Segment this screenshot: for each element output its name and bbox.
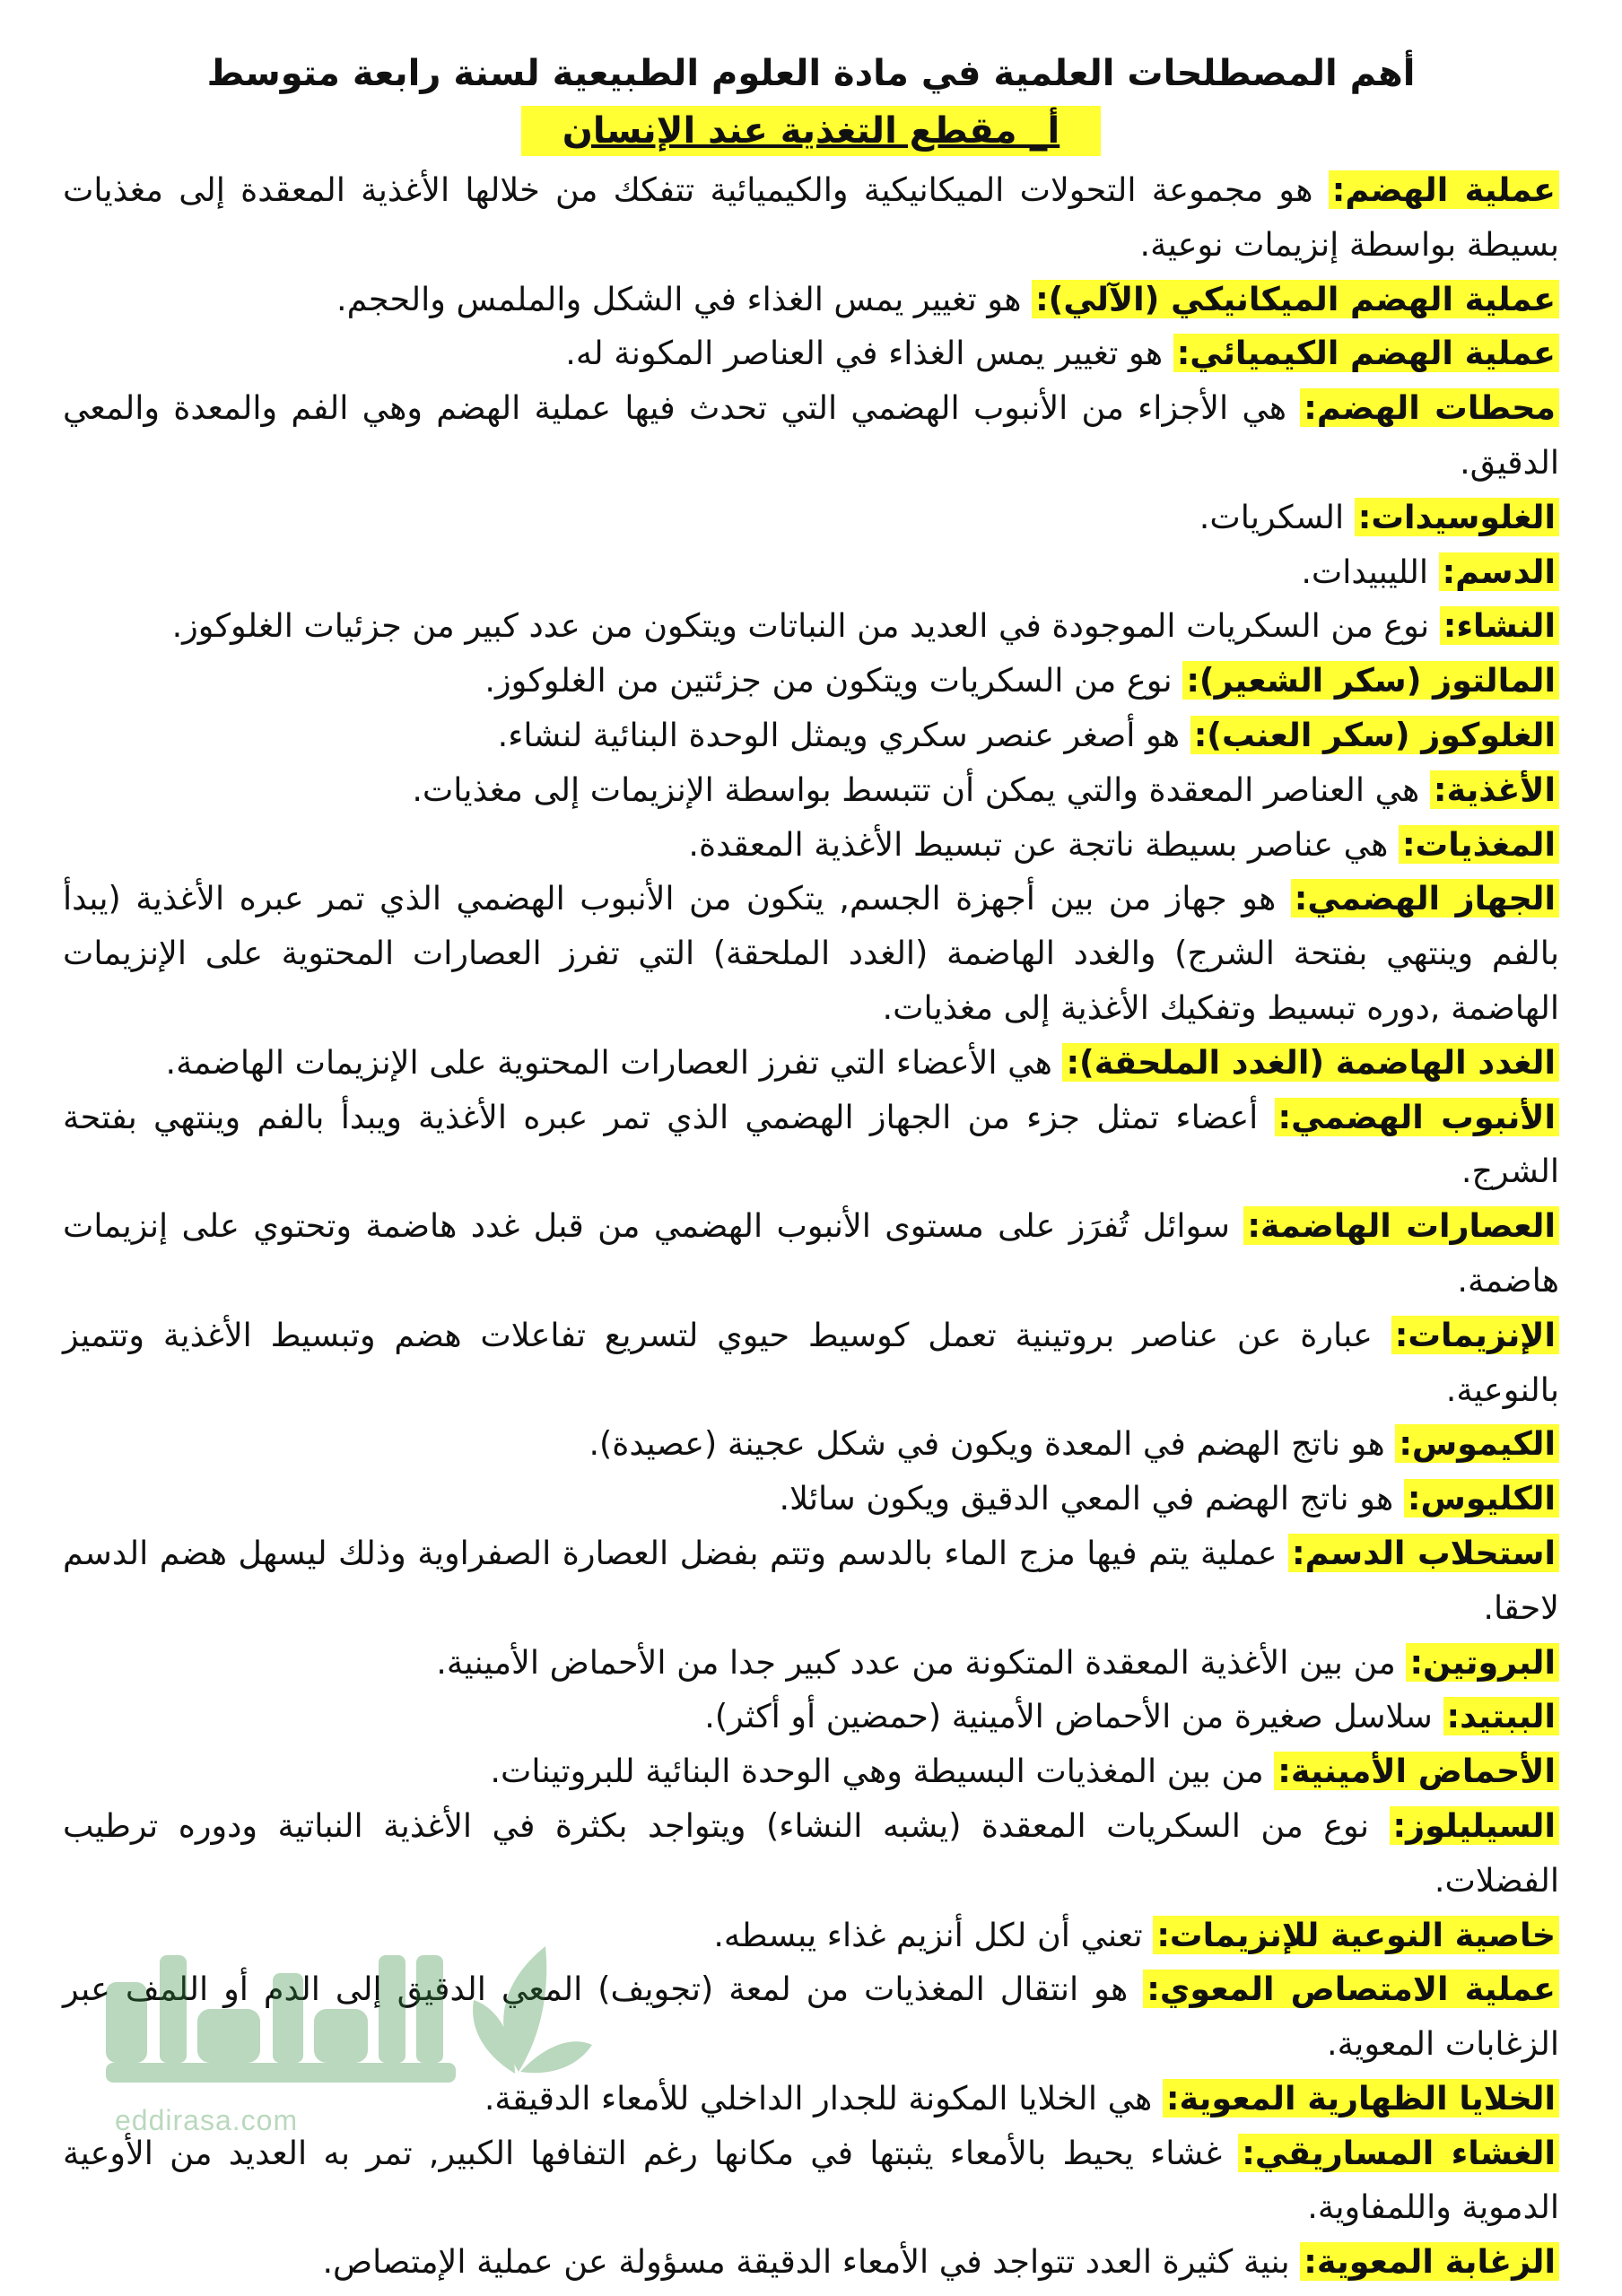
glossary-entry bbox=[63, 1472, 1559, 1526]
glossary-entry bbox=[63, 1036, 1559, 1091]
glossary-definition: نوع من السكريات ويتكون من جزئتين من الغلوكوز. bbox=[484, 661, 1183, 700]
glossary-definition: هو ناتج الهضم في المعي الدقيق ويكون سائلا. bbox=[779, 1479, 1404, 1518]
glossary-term: خاصية النوعية للإنزيمات: bbox=[1153, 1916, 1559, 1954]
glossary-term: عملية الامتصاص المعوي: bbox=[1143, 1970, 1559, 2008]
glossary-term: محطات الهضم: bbox=[1300, 388, 1559, 427]
glossary-entry bbox=[63, 1091, 1559, 1200]
glossary-term: السيليلوز: bbox=[1390, 1806, 1559, 1845]
glossary-term: المغذيات: bbox=[1399, 825, 1559, 864]
glossary-entry bbox=[63, 381, 1559, 491]
glossary-definition: نوع من السكريات المعقدة (يشبه النشاء) ويتواجد بكثرة في الأغذية النباتية ودوره ترطيب الفضلات. bbox=[63, 1805, 1559, 1900]
glossary-definition: هي عناصر بسيطة ناتجة عن تبسيط الأغذية المعقدة. bbox=[688, 824, 1399, 864]
glossary-term: الغلوسيدات: bbox=[1355, 498, 1559, 536]
watermark-url: eddirasa.com bbox=[115, 2104, 299, 2136]
glossary-term: الكليوس: bbox=[1404, 1479, 1559, 1518]
glossary-term: الببتيد: bbox=[1443, 1697, 1560, 1735]
glossary-term: عملية الهضم الكيميائي: bbox=[1173, 334, 1559, 372]
glossary-entry bbox=[63, 1309, 1559, 1418]
glossary-term: الأنبوب الهضمي: bbox=[1275, 1098, 1559, 1136]
glossary-entry bbox=[63, 1417, 1559, 1472]
glossary-entry bbox=[63, 709, 1559, 763]
glossary-term: النشاء: bbox=[1440, 606, 1559, 645]
glossary-definition: سوائل تُفرَز على مستوى الأنبوب الهضمي من قبل غدد هاضمة وتحتوي على إنزيمات هاضمة. bbox=[63, 1206, 1559, 1300]
glossary-term: العصارات الهاضمة: bbox=[1243, 1206, 1559, 1245]
glossary-entry bbox=[63, 1909, 1559, 1963]
glossary-definition: غشاء يحيط بالأمعاء يثبتها في مكانها رغم التفافها الكبير, تمر به العديد من الأوعية الدموية واللمفاوية. bbox=[63, 2133, 1559, 2227]
glossary-term: الأغذية: bbox=[1430, 770, 1559, 809]
glossary-term: الإنزيمات: bbox=[1391, 1316, 1559, 1354]
glossary-entry bbox=[63, 1962, 1559, 2072]
glossary-definition: هو تغيير يمس الغذاء في العناصر المكونة له. bbox=[565, 334, 1173, 373]
glossary-entry bbox=[63, 1526, 1559, 1636]
glossary-definition: من بين المغذيات البسيطة وهي الوحدة البنائية للبروتينات. bbox=[490, 1752, 1275, 1791]
glossary-term: البروتين: bbox=[1406, 1643, 1559, 1682]
glossary-definition: هو تغيير يمس الغذاء في الشكل والملمس والحجم. bbox=[336, 279, 1033, 318]
glossary-definition: بنية كثيرة العدد تتواجد في الأمعاء الدقيقة مسؤولة عن عملية الإمتصاص. bbox=[322, 2242, 1301, 2282]
glossary-entry bbox=[63, 818, 1559, 873]
glossary-definition: نوع من السكريات الموجودة في العديد من النباتات ويتكون من عدد كبير من جزئيات الغلوكوز. bbox=[171, 606, 1440, 646]
glossary-definition: هو أصغر عنصر سكري ويمثل الوحدة البنائية لنشاء. bbox=[497, 715, 1190, 754]
glossary-entry bbox=[63, 654, 1559, 709]
glossary-definition: أعضاء تمثل جزء من الجهاز الهضمي الذي تمر عبره الأغذية ويبدأ بالفم وينتهي بفتحة الشرج. bbox=[63, 1097, 1559, 1191]
glossary-definition: عملية يتم فيها مزج الماء بالدسم وتتم بفضل العصارة الصفراوية وذلك ليسهل هضم الدسم لاحقا. bbox=[63, 1533, 1559, 1627]
glossary-entry bbox=[63, 1744, 1559, 1799]
glossary-entry bbox=[63, 491, 1559, 545]
glossary-definition: هو جهاز من بين أجهزة الجسم, يتكون من الأنبوب الهضمي الذي تمر عبره الأغذية (يبدأ بالفم وينتهي بفتحة الشرج) والغدد الهاضمة (الغدد الملحقة) التي تفرز العصارات المحتوية على الإنزيمات الهاضمة ,دوره تبسيط وتفكيك الأغذية إلى مغذيات. bbox=[63, 879, 1559, 1027]
glossary-entry bbox=[63, 872, 1559, 1035]
glossary-term: الخلايا الظهارية المعوية: bbox=[1163, 2079, 1559, 2118]
glossary-term: الجهاز الهضمي: bbox=[1291, 879, 1559, 918]
glossary-term: الأحماض الأمينية: bbox=[1274, 1752, 1559, 1790]
glossary-definition: تعني أن لكل أنزيم غذاء يبسطه. bbox=[713, 1915, 1154, 1954]
glossary-entry bbox=[63, 599, 1559, 654]
glossary-definition: عبارة عن عناصر بروتينية تعمل كوسيط حيوي لتسريع تفاعلات هضم وتبسيط الأغذية وتتميز بالنوعية. bbox=[63, 1315, 1559, 1409]
glossary-entry bbox=[63, 2235, 1559, 2290]
section-header bbox=[63, 106, 1559, 156]
glossary-definition: سلاسل صغيرة من الأحماض الأمينية (حمضين أو أكثر). bbox=[704, 1697, 1443, 1736]
glossary-entry bbox=[63, 326, 1559, 381]
glossary-definition: هو مجموعة التحولات الميكانيكية والكيميائية تتفكك من خلالها الأغذية المعقدة إلى مغذيات بسيطة بواسطة إنزيمات نوعية. bbox=[63, 170, 1559, 264]
page-title: أهم المصطلحات العلمية في مادة العلوم الطبيعية لسنة رابعة متوسط bbox=[206, 53, 1416, 94]
glossary-definition: هي الخلايا المكونة للجدار الداخلي للأمعاء الدقيقة. bbox=[484, 2078, 1163, 2118]
glossary-term: الزغابة المعوية: bbox=[1300, 2242, 1559, 2281]
glossary-term: الغشاء المساريقي: bbox=[1238, 2134, 1559, 2172]
glossary-term: الغدد الهاضمة (الغدد الملحقة): bbox=[1062, 1043, 1559, 1082]
glossary-entry bbox=[63, 1199, 1559, 1309]
glossary-definition: هو ناتج الهضم في المعدة ويكون في شكل عجينة (عصيدة). bbox=[589, 1424, 1396, 1464]
glossary-definition: هي الأجزاء من الأنبوب الهضمي التي تحدث فيها عملية الهضم وهي الفم والمعدة والمعي الدقيق. bbox=[63, 388, 1559, 482]
glossary-entry bbox=[63, 2072, 1559, 2126]
glossary-term: استحلاب الدسم: bbox=[1288, 1534, 1559, 1572]
glossary-term: الدسم: bbox=[1439, 552, 1559, 591]
glossary-term: الكيموس: bbox=[1395, 1424, 1559, 1463]
glossary-entry bbox=[63, 2126, 1559, 2236]
glossary-term: الغلوكوز (سكر العنب): bbox=[1190, 716, 1559, 754]
section-title: أ_ مقطع التغذية عند الإنسان bbox=[521, 106, 1101, 156]
glossary-entry bbox=[63, 1636, 1559, 1691]
glossary-entry bbox=[63, 1799, 1559, 1909]
glossary-definition: هي الأعضاء التي تفرز العصارات المحتوية على الإنزيمات الهاضمة. bbox=[165, 1042, 1063, 1082]
glossary-term: عملية الهضم: bbox=[1329, 170, 1559, 209]
glossary-definition: هو انتقال المغذيات من لمعة (تجويف) المعي الدقيق إلى الدم أو اللمف عبر الزغابات المعوية. bbox=[63, 1970, 1559, 2064]
glossary-term: عملية الهضم الميكانيكي (الآلي): bbox=[1032, 280, 1559, 318]
glossary-entry bbox=[63, 1690, 1559, 1744]
glossary-list bbox=[63, 163, 1559, 2290]
glossary-definition: الليبيدات. bbox=[1301, 552, 1439, 591]
glossary-term: المالتوز (سكر الشعير): bbox=[1182, 661, 1559, 700]
glossary-definition: هي العناصر المعقدة والتي يمكن أن تتبسط بواسطة الإنزيمات إلى مغذيات. bbox=[412, 770, 1430, 809]
glossary-entry bbox=[63, 273, 1559, 327]
glossary-definition: من بين الأغذية المعقدة المتكونة من عدد كبير جدا من الأحماض الأمينية. bbox=[436, 1642, 1407, 1682]
glossary-entry bbox=[63, 163, 1559, 273]
glossary-entry bbox=[63, 763, 1559, 818]
glossary-entry bbox=[63, 545, 1559, 600]
glossary-definition: السكريات. bbox=[1199, 497, 1355, 536]
